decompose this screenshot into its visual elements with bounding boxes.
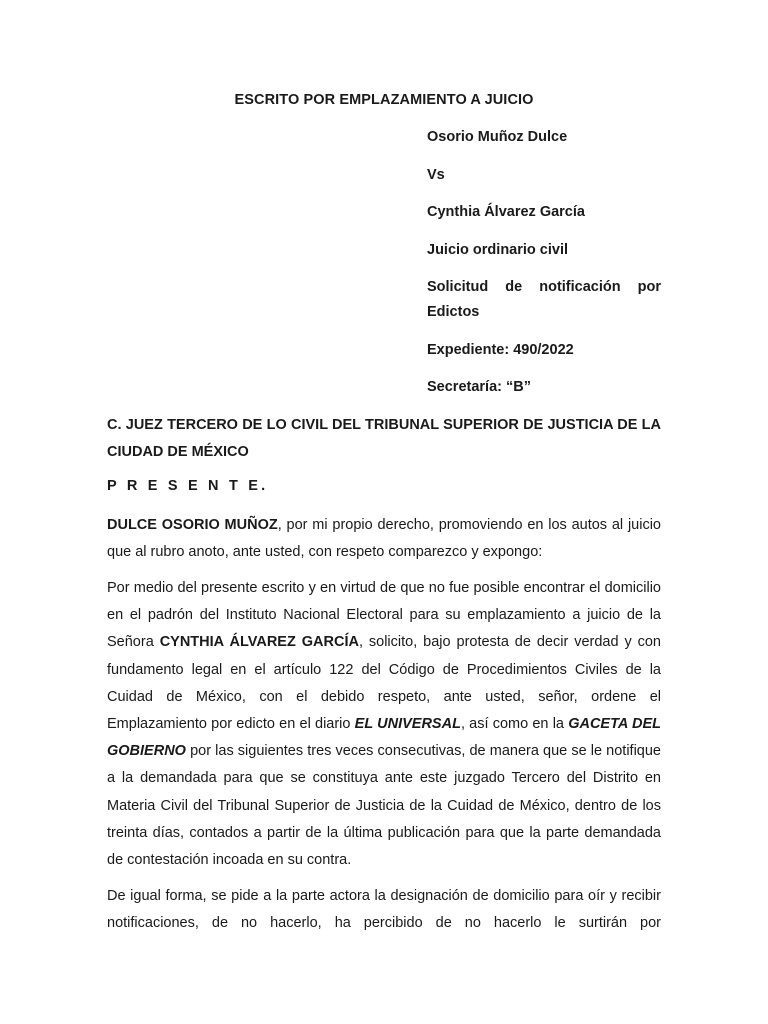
caption-actor: Osorio Muñoz Dulce — [427, 129, 568, 145]
caption-solicitud-line2: Edictos — [427, 304, 480, 320]
paragraph-solicitud-part3: , así como en la — [460, 716, 569, 733]
caption-expediente: Expediente: 490/2022 — [427, 341, 574, 358]
paragraph-intro-text: , por mi propio derecho, promoviendo en los autos al juicio que al rubro anoto, ante usted, con respeto comparezco y expongo: — [107, 517, 661, 561]
addressee: C. JUEZ TERCERO DE LO CIVIL DEL TRIBUNAL SUPERIOR DE JUSTICIA DE LA CIUDAD DE MÉXICO — [107, 417, 661, 460]
paragraph-solicitud-part2: , solicito, bajo protesta de decir verdad y con fundamento legal en el artículo 122 del Código de Procedimientos Civiles de la Cuidad de México, con el debido respeto, ante usted, señor, ordene el Emplazamiento por edicto en el diario — [107, 634, 662, 733]
presente-heading: P R E S E N T E. — [107, 478, 269, 494]
document-title: ESCRITO POR EMPLAZAMIENTO A JUICIO — [234, 92, 534, 108]
caption-tipo-juicio: Juicio ordinario civil — [427, 241, 569, 258]
case-caption — [427, 128, 661, 416]
demandada-name: CYNTHIA ÁLVAREZ GARCÍA — [159, 634, 359, 651]
caption-secretaria: Secretaría: “B” — [427, 379, 531, 395]
gazette-name: GACETA DEL GOBIERNO — [107, 716, 661, 760]
paragraph-intro — [107, 512, 661, 566]
paragraph-solicitud-part4: por las siguientes tres veces consecutivas, de manera que se le notifique a la demandada para que se constituya ante este juzgado Tercero del Distrito en Materia Civil del Tribunal Superior de Justicia de la Cuidad de México, dentro de los treinta días, contados a partir de la última publicación para que la parte demandada de contestación incoada en su contra. — [107, 743, 661, 869]
paragraph-solicitud-part1: Por medio del presente escrito y en virtud de que no fue posible encontrar el domicilio en el padrón del Instituto Nacional Electoral para su emplazamiento a juicio de la Señora — [107, 580, 661, 651]
paragraph-solicitud — [107, 575, 661, 874]
caption-versus: Vs — [427, 166, 445, 183]
newspaper-name: EL UNIVERSAL — [354, 716, 461, 733]
paragraph-domicilio: De igual forma, se pide a la parte actora la designación de domicilio para oír y recibir notificaciones, de no hacerlo, ha percibido de no hacerlo le surtirán por — [107, 888, 661, 932]
promovente-name: DULCE OSORIO MUÑOZ — [107, 517, 278, 533]
caption-demandada: Cynthia Álvarez García — [427, 204, 585, 220]
caption-solicitud-line1: Solicitud de notificación por — [427, 279, 661, 295]
